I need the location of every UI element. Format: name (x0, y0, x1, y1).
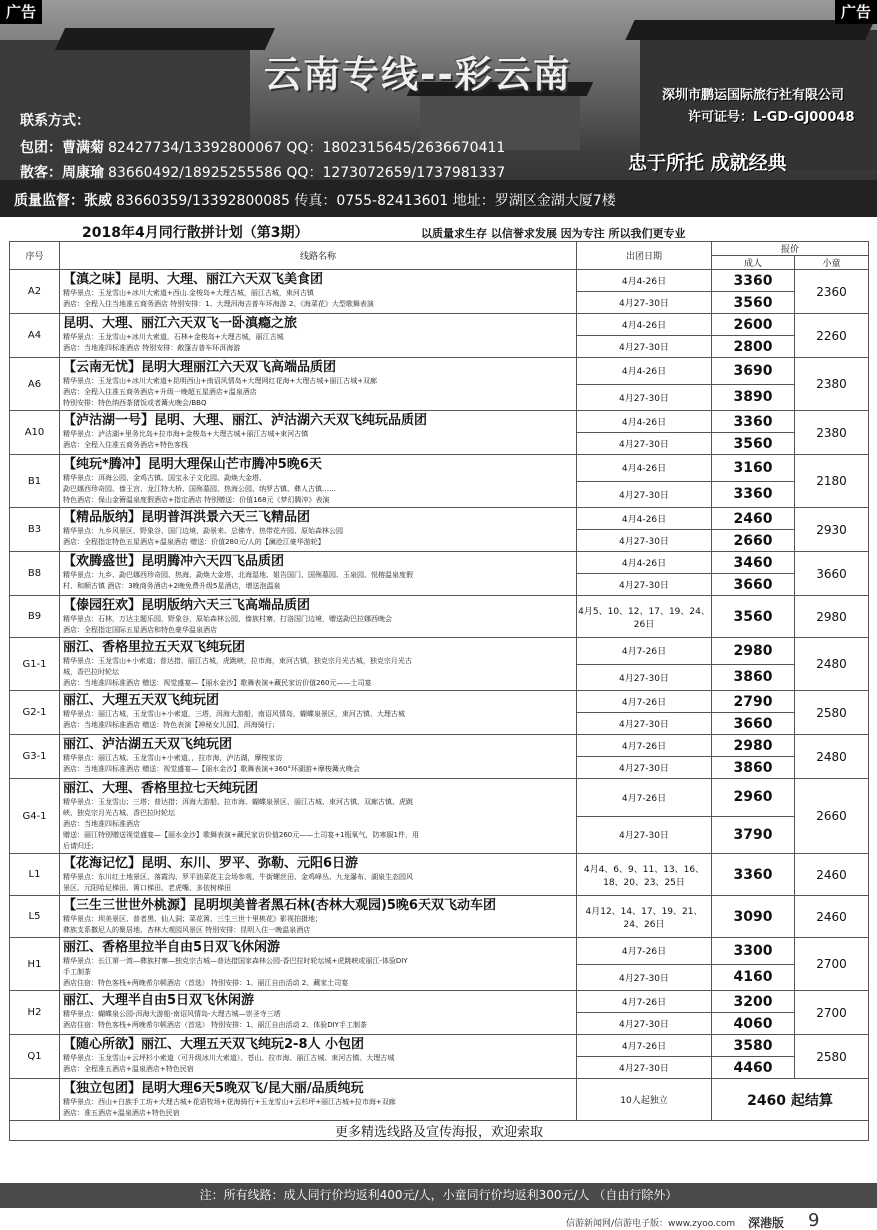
route-line: 精华景点：九乡、勐巴娜西珍奇园、热海、勐焕大金塔、北海湿地、姐告国门、国殇墓园、玉泉园、悦榕温泉度假 (63, 571, 413, 579)
departure-date: 4月7-26日 (577, 691, 712, 713)
departure-date: 4月4-26日 (577, 455, 712, 482)
route-code: A6 (10, 358, 60, 411)
child-price: 2480 (795, 638, 869, 691)
quality-label: 质量监督：张威 (14, 193, 112, 209)
child-price: 2700 (795, 991, 869, 1035)
route-code: H1 (10, 938, 60, 991)
adult-price: 4460 (712, 1057, 795, 1079)
route-line: 勐巴娜西珍奇园、傣王宫、龙江特大桥、国殇墓园、热海公园、纳罗古镇、彝人古镇…… (63, 485, 336, 493)
adult-price: 3660 (712, 713, 795, 735)
note-bar: 注：所有线路：成人同行价均返利400元/人，小童同行价均返利300元/人 （自由行除外） (0, 1183, 877, 1208)
adult-price: 3860 (712, 757, 795, 779)
route-code: L5 (10, 896, 60, 938)
route-line: 酒店：当地准四标准酒店 赠送：特色表演【神秘女儿国】，洱海骑行； (63, 721, 279, 729)
route-line: 精华景点：坝美景区、普者黑、仙人洞；菜花箐、三生三世十里桃花》影视拍摄地； (63, 915, 322, 923)
departure-date: 4月27-30日 (577, 1013, 712, 1035)
departure-date: 4月7-26日 (577, 938, 712, 965)
departure-date: 4月27-30日 (577, 336, 712, 358)
individual-label: 散客：周康瑜 (20, 165, 104, 181)
route-code: H2 (10, 991, 60, 1035)
route-line: 村、和顺古镇 酒店：3晚商务酒店+2晚免费升级5星酒店，增送泡温泉 (63, 582, 281, 590)
route-row (10, 938, 869, 965)
adult-price: 2790 (712, 691, 795, 713)
departure-date: 4月4-26日 (577, 508, 712, 530)
route-line: 后请归还； (63, 842, 98, 850)
header-no: 序号 (10, 242, 60, 270)
route-code: B9 (10, 596, 60, 638)
child-price: 2380 (795, 358, 869, 411)
departure-date: 4月27-30日 (577, 1057, 712, 1079)
route-line: 精华景点：泸沽湖+里务比岛+拉市海+金梭岛+大理古城+丽江古城+束河古镇 (63, 430, 309, 438)
price-table (9, 241, 869, 1141)
quality-phone: 83660359/13392800085 传真：0755-82413601 地址：罗湖区金湖大厦7楼 (116, 193, 616, 209)
header-banner (0, 0, 877, 217)
route-row (10, 358, 869, 385)
route-cell (60, 735, 577, 779)
route-line: 酒店：全程准五酒店+温泉酒店+特色民宿 (63, 1065, 194, 1073)
route-line: 酒店：全程入住准五商务酒店+特色客栈 (63, 441, 188, 449)
child-price: 2700 (795, 938, 869, 991)
route-line: 精华景点：玉龙雪山+冰川大索道+昆明西山+南诏风情岛+大理网红花海+大理古城+丽江古城+双廊 (63, 377, 378, 385)
route-cell (60, 938, 577, 991)
route-line: 特色酒店：保山金簪温泉度假酒店+指定酒店 特别赠送：价值168元《梦幻腾冲》表演 (63, 496, 330, 504)
more-info: 更多精选线路及宣传海报，欢迎索取 (10, 1121, 869, 1141)
route-line: 酒店：当地准四标准酒店 (63, 820, 140, 828)
adult-price: 2960 (712, 779, 795, 817)
route-title: 【滇之味】昆明、大理、丽江六天双飞美食团 (63, 272, 324, 287)
route-title: 丽江、大理、香格里拉七天纯玩团 (63, 781, 259, 796)
route-cell (60, 691, 577, 735)
route-code: G2-1 (10, 691, 60, 735)
group-phone: 82427734/13392800067 QQ：1802315645/2636670411 (108, 140, 506, 156)
adult-price: 3860 (712, 664, 795, 691)
ad-label-left: 广告 (0, 0, 42, 24)
adult-price: 3460 (712, 552, 795, 574)
route-row (10, 896, 869, 938)
route-cell (60, 638, 577, 691)
route-line: 精华景点：玉龙雪山+云坪杉小索道（可升级冰川大索道）、苍山、拉市海、丽江古城、束河古镇、大理古城 (63, 1054, 395, 1062)
header-route: 线路名称 (60, 242, 577, 270)
adult-price: 3690 (712, 358, 795, 385)
route-line: 精华景点：长江第一湾—彝族村寨—独克宗古城—普达措国家森林公园-香巴拉时轮坛城+虎跳峡或丽江-体验DIY (63, 957, 408, 965)
route-title: 【纯玩*腾冲】昆明大理保山芒市腾冲5晚6天 (63, 457, 322, 472)
route-title: 丽江、泸沽湖五天双飞纯玩团 (63, 737, 233, 752)
route-code: A2 (10, 270, 60, 314)
footer (0, 1208, 877, 1230)
route-title: 丽江、香格里拉半自由5日双飞休闲游 (63, 940, 281, 955)
route-line: 精华景点：蝴蝶泉公园-洱海大游船-南诏风情岛-大理古城—崇圣寺三塔 (63, 1010, 281, 1018)
departure-date: 4月4、6、9、11、13、16、18、20、23、25日 (577, 854, 712, 896)
departure-date: 4月7-26日 (577, 735, 712, 757)
route-code: G4-1 (10, 779, 60, 854)
route-line: 酒店：全程指定国际五星酒店和特色豪华温泉酒店 (63, 626, 217, 634)
special-price: 2460 起结算 (712, 1079, 869, 1121)
adult-price: 3890 (712, 384, 795, 411)
route-cell (60, 896, 577, 938)
departure-date: 4月27-30日 (577, 664, 712, 691)
route-row (10, 638, 869, 665)
special-date: 10人起独立 (577, 1079, 712, 1121)
adult-price: 3090 (712, 896, 795, 938)
route-row (10, 779, 869, 817)
adult-price: 3160 (712, 455, 795, 482)
route-cell (60, 779, 577, 854)
route-code: B8 (10, 552, 60, 596)
adult-price: 2660 (712, 530, 795, 552)
route-title: 【精品版纳】昆明普洱洪景六天三飞精品团 (63, 510, 311, 525)
footer-site: 信游新闻网/信游电子版：www.zyoo.com (566, 1219, 736, 1229)
departure-date: 4月7-26日 (577, 991, 712, 1013)
header-child: 小童 (795, 256, 869, 270)
adult-price: 4160 (712, 964, 795, 991)
departure-date: 4月27-30日 (577, 574, 712, 596)
page-number: 9 (808, 1210, 820, 1230)
child-price: 2460 (795, 854, 869, 896)
child-price: 2460 (795, 896, 869, 938)
adult-price: 2980 (712, 735, 795, 757)
route-cell (60, 854, 577, 896)
route-row (10, 854, 869, 896)
ad-label-right: 广告 (835, 0, 877, 24)
adult-price: 3300 (712, 938, 795, 965)
departure-date: 4月5、10、12、17、19、24、26日 (577, 596, 712, 638)
route-title: 丽江、香格里拉五天双飞纯玩团 (63, 640, 246, 655)
route-line: 酒店：当地准四标准酒店 特别安排：敞篷吉普车环洱海游 (63, 344, 241, 352)
departure-date: 4月7-26日 (577, 1035, 712, 1057)
license-number: 许可证号：L-GD-GJ00048 (688, 110, 855, 125)
route-line: 精华景点：玉龙雪山；三塔；普达措；洱海大游船、拉市海、蝴蝶泉景区、丽江古城、束河古镇、双廊古镇、虎跳 (63, 798, 413, 806)
adult-price: 3360 (712, 481, 795, 508)
route-code: L1 (10, 854, 60, 896)
adult-price: 3790 (712, 816, 795, 854)
route-line: 精华景点：洱海公园、金鸡古镇、国宝永子文化园、勐焕大金塔、 (63, 474, 266, 482)
route-line: 特别安排：特色纳西茶猪饭或者篝火晚会/BBQ (63, 399, 207, 407)
child-price: 2580 (795, 691, 869, 735)
route-title: 丽江、大理半自由5日双飞休闲游 (63, 993, 255, 1008)
route-line: 酒店：全程入住准五商务酒店+升级一晚超五星酒店+温泉酒店 (63, 388, 257, 396)
departure-date: 4月4-26日 (577, 314, 712, 336)
footer-edition: 深港版 (748, 1216, 785, 1230)
route-cell (60, 991, 577, 1035)
child-price: 2930 (795, 508, 869, 552)
child-price: 2980 (795, 596, 869, 638)
contact-heading: 联系方式： (20, 113, 90, 129)
route-title: 【独立包团】昆明大理6天5晚双飞/昆大丽/品质纯玩 (63, 1081, 364, 1096)
adult-price: 2600 (712, 314, 795, 336)
departure-date: 4月4-26日 (577, 552, 712, 574)
route-cell (60, 455, 577, 508)
child-price: 2260 (795, 314, 869, 358)
route-line: 手工制茶 (63, 968, 91, 976)
route-code: A4 (10, 314, 60, 358)
route-row (10, 596, 869, 638)
route-line: 酒店：当地准四标准酒店 赠送：视觉盛宴—【丽水金沙】歌舞表演+藏民家访价值260元——土司宴 (63, 679, 372, 687)
contact-group (20, 137, 505, 157)
route-line: 精华景点：玉龙雪山+冰川大索道+西山.金梭岛+大理古城，丽江古城，束河古镇 (63, 289, 314, 297)
route-title: 【随心所欲】丽江、大理五天双飞纯玩2-8人 小包团 (63, 1037, 365, 1052)
more-row (10, 1121, 869, 1141)
route-line: 精华景点：九乡风景区、野象谷、国门边境、勐景来、总佛寺、热带花卉园、原始森林公园 (63, 527, 343, 535)
departure-date: 4月27-30日 (577, 964, 712, 991)
roof-left (55, 28, 275, 50)
individual-phone: 83660492/18925255586 QQ：1273072659/1737981337 (108, 165, 506, 181)
route-row (10, 691, 869, 713)
plan-title: 2018年4月同行散拼计划（第3期） (82, 225, 309, 241)
plan-motto: 以质量求生存 以信誉求发展 因为专注 所以我们更专业 (421, 227, 686, 240)
slogan: 忠于所托 成就经典 (628, 152, 787, 174)
route-line: 景区、元阳哈尼梯田、箐口梯田、老虎嘴、多依树梯田 (63, 884, 231, 892)
child-price: 2480 (795, 735, 869, 779)
departure-date: 4月27-30日 (577, 530, 712, 552)
route-line: 精华景点：玉龙雪山+冰川大索道，石林+金梭岛+大理古城，丽江古城 (63, 333, 284, 341)
adult-price: 3200 (712, 991, 795, 1013)
route-row (10, 1035, 869, 1057)
adult-price: 4060 (712, 1013, 795, 1035)
route-line: 精华景点：西山+白族手工坊+大理古城+花语牧场+花海骑行+玉龙雪山+云杉坪+丽江古城+拉市海+双廊 (63, 1098, 396, 1106)
route-row (10, 411, 869, 433)
adult-price: 2800 (712, 336, 795, 358)
departure-date: 4月4-26日 (577, 411, 712, 433)
route-cell (60, 358, 577, 411)
route-title: 【云南无忧】昆明大理丽江六天双飞高端品质团 (63, 360, 337, 375)
header-price: 报价 (712, 242, 869, 256)
route-line: 峡、独克宗月光古城、香巴拉时轮坛 (63, 809, 175, 817)
route-code: G1-1 (10, 638, 60, 691)
route-line: 精华景点：丽江古城、玉龙雪山+小索道，，拉市海，泸沽湖，摩梭家访 (63, 754, 283, 762)
child-price: 3660 (795, 552, 869, 596)
route-line: 精华景点：石林，万达主题乐园，野象谷，原始森林公园，傣族村寨，打洛国门边境，赠送勐巴拉娜西晚会 (63, 615, 392, 623)
adult-price: 3560 (712, 292, 795, 314)
child-price: 2380 (795, 411, 869, 455)
departure-date: 4月27-30日 (577, 757, 712, 779)
departure-date: 4月7-26日 (577, 638, 712, 665)
route-code: A10 (10, 411, 60, 455)
route-title: 【泸沽湖一号】昆明、大理、丽江、泸沽湖六天双飞纯玩品质团 (63, 413, 428, 428)
route-cell (60, 314, 577, 358)
header-date: 出团日期 (577, 242, 712, 270)
route-title: 昆明、大理、丽江六天双飞一卧滇瘾之旅 (63, 316, 298, 331)
header-adult: 成人 (712, 256, 795, 270)
route-cell (60, 411, 577, 455)
route-row (10, 735, 869, 757)
route-code: Q1 (10, 1035, 60, 1079)
route-cell (60, 1035, 577, 1079)
child-price: 2660 (795, 779, 869, 854)
adult-price: 3560 (712, 596, 795, 638)
route-row (10, 314, 869, 336)
route-line: 精华景点：玉龙雪山+小索道；普达措，丽江古城，虎跳峡，拉市海，束河古镇，独克宗月光古城，独克宗月光古 (63, 657, 412, 665)
route-line: 酒店：准五酒店+温泉酒店+特色民宿 (63, 1109, 180, 1117)
departure-date: 4月27-30日 (577, 433, 712, 455)
route-row (10, 552, 869, 574)
route-row (10, 270, 869, 292)
route-line: 酒店：当地准四标准酒店 赠送：视觉盛宴—【丽水金沙】歌舞表演+360°环湖游+摩梭篝火晚会 (63, 765, 360, 773)
departure-date: 4月27-30日 (577, 292, 712, 314)
child-price: 2360 (795, 270, 869, 314)
departure-date: 4月27-30日 (577, 384, 712, 411)
departure-date: 4月27-30日 (577, 713, 712, 735)
departure-date: 4月7-26日 (577, 779, 712, 817)
adult-price: 2980 (712, 638, 795, 665)
route-line: 酒店住宿：特色客栈+两晚希尔顿酒店（首选） 特别安排：1、丽江自由活动 2、藏家土司宴 (63, 979, 349, 987)
special-row (10, 1079, 869, 1121)
adult-price: 3580 (712, 1035, 795, 1057)
contact-individual (20, 162, 505, 182)
route-code: B3 (10, 508, 60, 552)
route-cell (60, 596, 577, 638)
route-code: G3-1 (10, 735, 60, 779)
adult-price: 3360 (712, 854, 795, 896)
route-line: 赠送：丽江特别赠送视觉盛宴—【丽水金沙】歌舞表演+藏民家访价值260元——土司宴+1瓶氧气，防寒服1件，用 (63, 831, 419, 839)
adult-price: 3360 (712, 270, 795, 292)
route-title: 丽江、大理五天双飞纯玩团 (63, 693, 220, 708)
contact-quality (14, 190, 616, 210)
departure-date: 4月4-26日 (577, 270, 712, 292)
route-row (10, 455, 869, 482)
route-title: 【傣园狂欢】昆明版纳六天三飞高端品质团 (63, 598, 311, 613)
route-line: 彝族支系撒尼人的聚居地、杏林大观园风景区 特别安排：昆明入住一晚温泉酒店 (63, 926, 311, 934)
route-cell (60, 1079, 577, 1121)
departure-date: 4月27-30日 (577, 816, 712, 854)
route-title: 【三生三世世外桃源】昆明坝美普者黑石林(杏林大观园)5晚6天双飞动车团 (63, 898, 496, 913)
route-title: 【花海记忆】昆明、东川、罗平、弥勒、元阳6日游 (63, 856, 359, 871)
route-title: 【欢腾盛世】昆明腾冲六天四飞品质团 (63, 554, 285, 569)
route-cell (60, 508, 577, 552)
route-line: 精华景点：东川红土地景区、落霞沟、罗平油菜花主会场参观、牛街螺丝田、金鸡峰丛、九龙瀑布、湖泉生态园风 (63, 873, 413, 881)
departure-date: 4月4-26日 (577, 358, 712, 385)
company-name: 深圳市鹏运国际旅行社有限公司 (662, 88, 845, 103)
departure-date: 4月27-30日 (577, 481, 712, 508)
child-price: 2180 (795, 455, 869, 508)
route-code (10, 1079, 60, 1121)
route-row (10, 508, 869, 530)
route-line: 酒店住宿：特色客栈+两晚希尔顿酒店（首选） 特别安排：1、丽江自由活动 2、体验DIY手工制茶 (63, 1021, 367, 1029)
route-code: B1 (10, 455, 60, 508)
route-line: 城，香巴拉时轮坛 (63, 668, 119, 676)
route-row (10, 991, 869, 1013)
adult-price: 3560 (712, 433, 795, 455)
adult-price: 2460 (712, 508, 795, 530)
group-label: 包团：曹满菊 (20, 140, 104, 156)
adult-price: 3360 (712, 411, 795, 433)
departure-date: 4月12、14、17、19、21、24、26日 (577, 896, 712, 938)
adult-price: 3660 (712, 574, 795, 596)
banner-title: 云南专线--彩云南 (264, 53, 572, 96)
route-line: 精华景点：丽江古城，玉龙雪山+小索道，三塔，洱海大游船，南诏风情岛，蝴蝶泉景区，束河古镇、大理古城 (63, 710, 405, 718)
route-cell (60, 270, 577, 314)
child-price: 2580 (795, 1035, 869, 1079)
route-line: 酒店：全程指定特色五星酒店+温泉酒店 赠送：价值280元/人的【澜沧江豪华游轮】 (63, 538, 325, 546)
route-cell (60, 552, 577, 596)
route-line: 酒店：全程入住当地准五商务酒店 特别安排：1、大理洱海吉普车环海游 2、《海菜花》大型歌舞表演 (63, 300, 374, 308)
